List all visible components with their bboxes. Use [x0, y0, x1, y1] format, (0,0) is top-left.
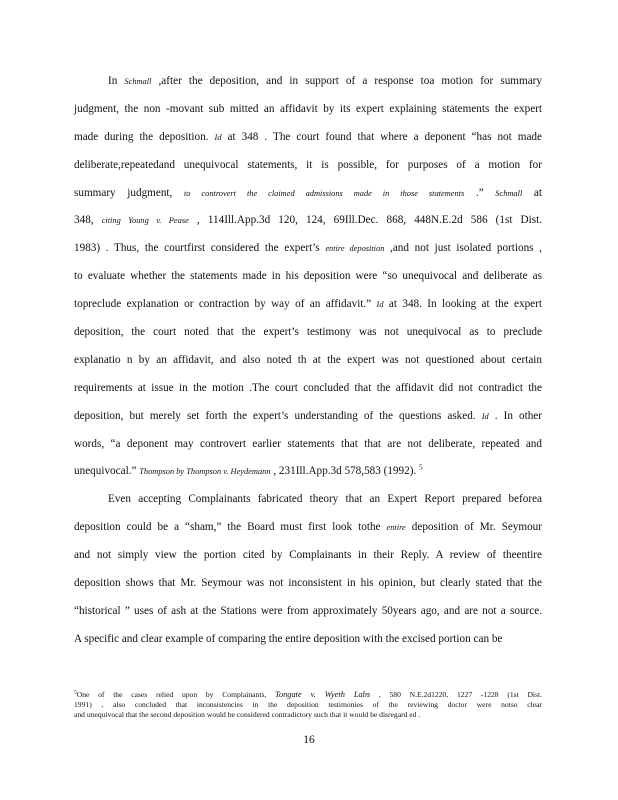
- text-line: deposition shows that Mr. Seymour was not inconsistent in his opinion, but clearly stated that the: [74, 577, 542, 590]
- text-line: deposition could be a “sham,” the Board must first look tothe entire deposition of Mr. Seymour: [74, 521, 542, 534]
- text-line: explanatio n by an affidavit, and also noted th at the expert was not questioned about certain: [74, 353, 542, 366]
- text-line: words, “a deponent may controvert earlier statements that that are not deliberate, repeated and: [74, 437, 542, 450]
- paragraph: [74, 68, 542, 486]
- text-line: 1983) . Thus, the courtfirst considered the expert’s entire deposition ,and not just isolated portions ,: [74, 242, 542, 255]
- text-line: summary judgment, to controvert the claimed admissions made in those statements .” Schmall at: [74, 186, 542, 199]
- footnote-line: 1991) , also concluded that inconsistencies in the deposition testimonies of the reviewing doctor were notso clear: [74, 700, 542, 709]
- text-line: judgment, the non -movant sub mitted an affidavit by its expert explaining statements the expert: [74, 102, 542, 115]
- paragraphs: [74, 68, 542, 654]
- text-line: In Schmall ,after the deposition, and in support of a response toa motion for summary: [108, 75, 542, 87]
- page-number: 16: [303, 734, 315, 746]
- paragraph: [74, 486, 542, 653]
- text-line: topreclude explanation or contraction by way of an affidavit.” Id at 348. In looking at the expert: [74, 298, 542, 311]
- body-text: [74, 68, 542, 654]
- text-line: A specific and clear example of comparing the entire deposition with the excised portion can be: [74, 632, 503, 645]
- text-line: Even accepting Complainants fabricated theory that an Expert Report prepared beforea: [108, 493, 542, 506]
- footnote-number: 5: [74, 689, 77, 696]
- text-line: “historical ” uses of ash at the Stations were from approximately 50years ago, and are not a source.: [74, 604, 542, 617]
- text-line: to evaluate whether the statements made in his deposition were “so unequivocal and deliberate as: [74, 270, 542, 283]
- text-line: 348, citing Young v. Pease , 114Ill.App.3d 120, 124, 69Ill.Dec. 868, 448N.E.2d 586 (1st Dist.: [74, 214, 543, 227]
- text-line: deliberate,repeatedand unequivocal statements, it is possible, for purposes of a motion for: [74, 158, 542, 171]
- text-line: made during the deposition. Id at 348 . The court found that where a deponent “has not made: [74, 130, 542, 143]
- footnote: [74, 690, 542, 720]
- footnote-lines: [74, 690, 542, 720]
- text-line: deposition, but merely set forth the expert’s understanding of the questions asked. Id . In other: [74, 409, 542, 422]
- footnote-line: $^5$One of the cases relied upon by Complainants, Tongate v. Wyeth Labs , 580 N.E.2d1220, 1227 -1228 (1st Dist.: [74, 689, 542, 699]
- text-line: and not simply view the portion cited by Complainants in their Reply. A review of theentire: [74, 549, 542, 562]
- text-line: deposition, the court noted that the expert’s testimony was not unequivocal as to preclude: [74, 326, 542, 339]
- text-line: unequivocal.” Thompson by Thompson v. Heydemann , 231Ill.App.3d 578,583 (1992). $^5$: [74, 463, 423, 478]
- footnote-line: and unequivocal that the second deposition would be considered contradictory such that it would be disregard ed .: [74, 710, 421, 719]
- text-line: requirements at issue in the motion .The court concluded that the affidavit did not contradict the: [74, 381, 542, 394]
